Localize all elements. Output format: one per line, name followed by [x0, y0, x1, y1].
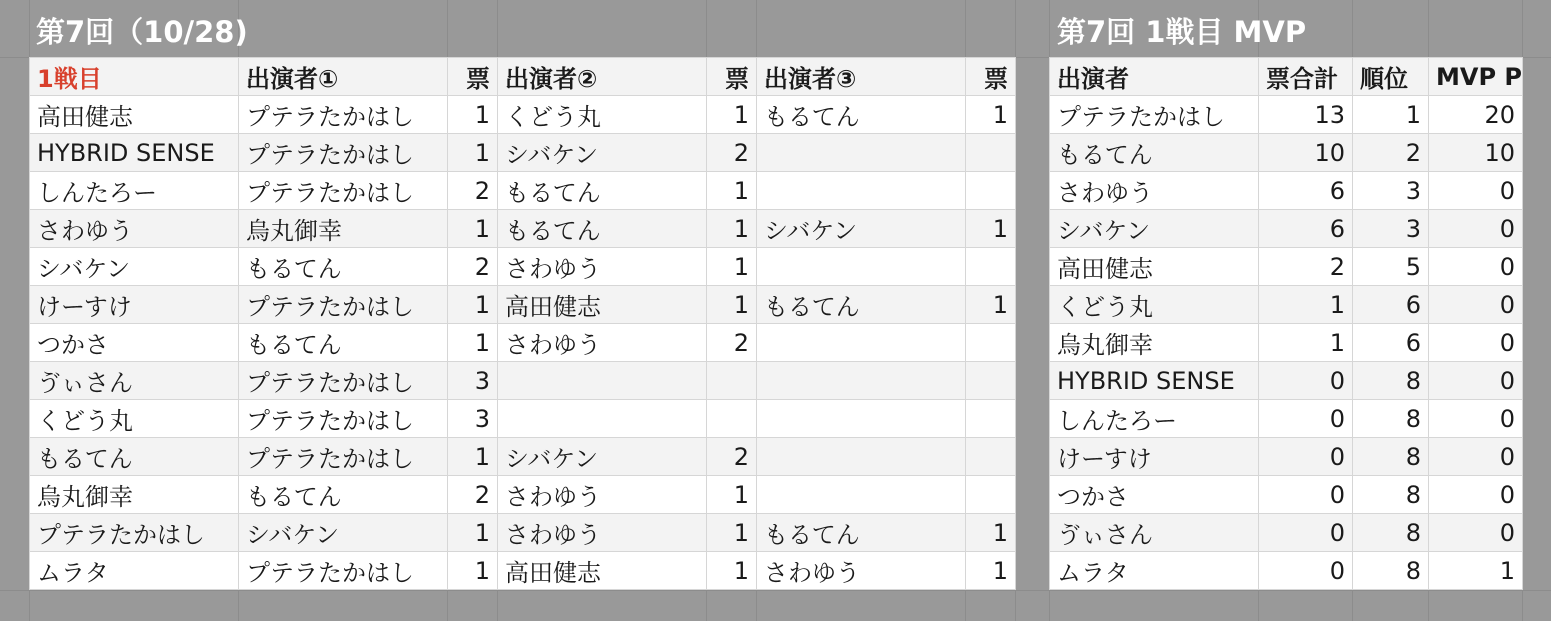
- header-cell-performer-3[interactable]: 出演者③: [757, 58, 966, 96]
- cell-performer-2[interactable]: 高田健志: [498, 286, 707, 324]
- cell-voter[interactable]: くどう丸: [30, 400, 239, 438]
- cell-voter[interactable]: ゔぃさん: [30, 362, 239, 400]
- table-row: [1050, 476, 1523, 514]
- cell-votes-3[interactable]: 1: [966, 514, 1016, 552]
- table-row: [30, 400, 1016, 438]
- cell-votes-2[interactable]: 1: [707, 514, 757, 552]
- cell-votes-1[interactable]: 3: [448, 362, 498, 400]
- header-cell-vote-total[interactable]: 票合計: [1259, 58, 1353, 96]
- cell-voter[interactable]: シバケン: [30, 248, 239, 286]
- cell-voter[interactable]: しんたろー: [30, 172, 239, 210]
- cell-votes-2[interactable]: 2: [707, 134, 757, 172]
- table-row: [30, 514, 1016, 552]
- cell-voter[interactable]: つかさ: [30, 324, 239, 362]
- cell-performer-1[interactable]: プテラたかはし: [239, 172, 448, 210]
- cell-performer[interactable]: けーすけ: [1050, 438, 1259, 476]
- cell-rank[interactable]: 8: [1353, 400, 1429, 438]
- cell-performer-3[interactable]: [757, 362, 966, 400]
- table-row: [30, 552, 1016, 590]
- cell-performer-3[interactable]: [757, 248, 966, 286]
- cell-votes-3[interactable]: 1: [966, 552, 1016, 590]
- cell-votes-1[interactable]: 1: [448, 286, 498, 324]
- cell-votes-1[interactable]: 2: [448, 172, 498, 210]
- cell-performer-2[interactable]: もるてん: [498, 172, 707, 210]
- cell-performer-2[interactable]: シバケン: [498, 134, 707, 172]
- cell-votes-2[interactable]: 1: [707, 210, 757, 248]
- cell-voter[interactable]: 高田健志: [30, 96, 239, 134]
- cell-performer-3[interactable]: さわゆう: [757, 552, 966, 590]
- cell-performer-2[interactable]: さわゆう: [498, 514, 707, 552]
- cell-mvp-points[interactable]: 0: [1429, 248, 1523, 286]
- header-cell-performer-1[interactable]: 出演者①: [239, 58, 448, 96]
- cell-performer-1[interactable]: プテラたかはし: [239, 438, 448, 476]
- cell-votes-1[interactable]: 1: [448, 324, 498, 362]
- cell-vote-total[interactable]: 0: [1259, 514, 1353, 552]
- cell-rank[interactable]: 6: [1353, 286, 1429, 324]
- cell-performer[interactable]: もるてん: [1050, 134, 1259, 172]
- cell-votes-2[interactable]: 1: [707, 172, 757, 210]
- cell-performer[interactable]: ムラタ: [1050, 552, 1259, 590]
- cell-voter[interactable]: プテラたかはし: [30, 514, 239, 552]
- cell-vote-total[interactable]: 6: [1259, 172, 1353, 210]
- sheet-title-right: 第7回 1戦目 MVP: [1057, 15, 1307, 49]
- cell-performer-1[interactable]: もるてん: [239, 248, 448, 286]
- cell-votes-2[interactable]: [707, 400, 757, 438]
- cell-rank[interactable]: 8: [1353, 552, 1429, 590]
- cell-rank[interactable]: 8: [1353, 362, 1429, 400]
- cell-votes-2[interactable]: 1: [707, 476, 757, 514]
- cell-performer[interactable]: しんたろー: [1050, 400, 1259, 438]
- cell-mvp-points[interactable]: 0: [1429, 210, 1523, 248]
- table-row: [1050, 248, 1523, 286]
- cell-performer[interactable]: 高田健志: [1050, 248, 1259, 286]
- cell-votes-3[interactable]: 1: [966, 96, 1016, 134]
- header-cell-rank[interactable]: 順位: [1353, 58, 1429, 96]
- cell-performer-3[interactable]: [757, 324, 966, 362]
- cell-performer-2[interactable]: シバケン: [498, 438, 707, 476]
- cell-mvp-points[interactable]: 10: [1429, 134, 1523, 172]
- cell-performer-3[interactable]: シバケン: [757, 210, 966, 248]
- header-cell-votes-1[interactable]: 票: [448, 58, 498, 96]
- header-cell-performer-2[interactable]: 出演者②: [498, 58, 707, 96]
- cell-vote-total[interactable]: 1: [1259, 286, 1353, 324]
- cell-mvp-points[interactable]: 0: [1429, 514, 1523, 552]
- cell-rank[interactable]: 8: [1353, 476, 1429, 514]
- header-cell-performer[interactable]: 出演者: [1050, 58, 1259, 96]
- cell-votes-3[interactable]: [966, 248, 1016, 286]
- cell-performer-3[interactable]: [757, 172, 966, 210]
- cell-performer-1[interactable]: プテラたかはし: [239, 552, 448, 590]
- cell-mvp-points[interactable]: 0: [1429, 400, 1523, 438]
- cell-performer-2[interactable]: 高田健志: [498, 552, 707, 590]
- cell-performer-1[interactable]: もるてん: [239, 324, 448, 362]
- cell-voter[interactable]: さわゆう: [30, 210, 239, 248]
- cell-mvp-points[interactable]: 0: [1429, 362, 1523, 400]
- cell-rank[interactable]: 6: [1353, 324, 1429, 362]
- cell-rank[interactable]: 2: [1353, 134, 1429, 172]
- vote-table-header-row: [30, 58, 1016, 96]
- mvp-table: [1049, 57, 1523, 590]
- mvp-table-header-row: [1050, 58, 1523, 96]
- cell-votes-3[interactable]: [966, 172, 1016, 210]
- table-row: [1050, 324, 1523, 362]
- cell-vote-total[interactable]: 10: [1259, 134, 1353, 172]
- cell-performer-2[interactable]: さわゆう: [498, 324, 707, 362]
- cell-votes-3[interactable]: [966, 324, 1016, 362]
- vote-table: [29, 57, 1016, 590]
- cell-performer-3[interactable]: [757, 438, 966, 476]
- cell-votes-2[interactable]: 2: [707, 324, 757, 362]
- cell-votes-1[interactable]: 1: [448, 210, 498, 248]
- cell-votes-3[interactable]: [966, 134, 1016, 172]
- table-row: [30, 438, 1016, 476]
- cell-vote-total[interactable]: 0: [1259, 476, 1353, 514]
- cell-performer[interactable]: つかさ: [1050, 476, 1259, 514]
- cell-performer-2[interactable]: さわゆう: [498, 476, 707, 514]
- cell-performer[interactable]: さわゆう: [1050, 172, 1259, 210]
- cell-votes-2[interactable]: 1: [707, 248, 757, 286]
- cell-performer-1[interactable]: プテラたかはし: [239, 286, 448, 324]
- cell-performer-3[interactable]: もるてん: [757, 286, 966, 324]
- cell-votes-3[interactable]: [966, 438, 1016, 476]
- cell-rank[interactable]: 5: [1353, 248, 1429, 286]
- cell-performer-1[interactable]: 烏丸御幸: [239, 210, 448, 248]
- cell-performer-3[interactable]: [757, 476, 966, 514]
- cell-votes-1[interactable]: 1: [448, 438, 498, 476]
- cell-votes-3[interactable]: [966, 476, 1016, 514]
- table-row: [30, 248, 1016, 286]
- cell-performer[interactable]: HYBRID SENSE: [1050, 362, 1259, 400]
- cell-vote-total[interactable]: 2: [1259, 248, 1353, 286]
- cell-performer-3[interactable]: もるてん: [757, 96, 966, 134]
- cell-mvp-points[interactable]: 1: [1429, 552, 1523, 590]
- cell-vote-total[interactable]: 0: [1259, 552, 1353, 590]
- cell-vote-total[interactable]: 0: [1259, 438, 1353, 476]
- cell-vote-total[interactable]: 1: [1259, 324, 1353, 362]
- cell-voter[interactable]: けーすけ: [30, 286, 239, 324]
- cell-votes-1[interactable]: 1: [448, 552, 498, 590]
- cell-performer-1[interactable]: プテラたかはし: [239, 134, 448, 172]
- cell-rank[interactable]: 8: [1353, 514, 1429, 552]
- cell-votes-2[interactable]: 1: [707, 96, 757, 134]
- cell-votes-1[interactable]: 1: [448, 514, 498, 552]
- table-row: [1050, 362, 1523, 400]
- cell-mvp-points[interactable]: 0: [1429, 172, 1523, 210]
- cell-votes-2[interactable]: 1: [707, 286, 757, 324]
- cell-performer[interactable]: ゔぃさん: [1050, 514, 1259, 552]
- table-row: [1050, 514, 1523, 552]
- cell-performer-1[interactable]: もるてん: [239, 476, 448, 514]
- cell-votes-2[interactable]: 2: [707, 438, 757, 476]
- header-cell-votes-2[interactable]: 票: [707, 58, 757, 96]
- header-cell-round[interactable]: 1戦目: [30, 58, 239, 96]
- cell-performer[interactable]: くどう丸: [1050, 286, 1259, 324]
- cell-votes-3[interactable]: 1: [966, 210, 1016, 248]
- cell-vote-total[interactable]: 13: [1259, 96, 1353, 134]
- cell-mvp-points[interactable]: 20: [1429, 96, 1523, 134]
- cell-mvp-points[interactable]: 0: [1429, 438, 1523, 476]
- cell-performer[interactable]: 烏丸御幸: [1050, 324, 1259, 362]
- table-row: [30, 476, 1016, 514]
- cell-performer-3[interactable]: もるてん: [757, 514, 966, 552]
- cell-rank[interactable]: 3: [1353, 172, 1429, 210]
- cell-votes-3[interactable]: [966, 400, 1016, 438]
- table-row: [1050, 552, 1523, 590]
- cell-rank[interactable]: 3: [1353, 210, 1429, 248]
- cell-performer-1[interactable]: プテラたかはし: [239, 400, 448, 438]
- cell-performer-3[interactable]: [757, 400, 966, 438]
- cell-performer-1[interactable]: プテラたかはし: [239, 362, 448, 400]
- sheet-title-left: 第7回（10/28): [36, 15, 248, 49]
- cell-performer[interactable]: プテラたかはし: [1050, 96, 1259, 134]
- cell-votes-1[interactable]: 2: [448, 248, 498, 286]
- cell-votes-1[interactable]: 2: [448, 476, 498, 514]
- cell-vote-total[interactable]: 6: [1259, 210, 1353, 248]
- cell-performer-1[interactable]: シバケン: [239, 514, 448, 552]
- cell-performer-2[interactable]: [498, 400, 707, 438]
- cell-performer-3[interactable]: [757, 134, 966, 172]
- cell-votes-3[interactable]: 1: [966, 286, 1016, 324]
- table-row: [1050, 210, 1523, 248]
- cell-voter[interactable]: もるてん: [30, 438, 239, 476]
- cell-votes-3[interactable]: [966, 362, 1016, 400]
- table-row: [30, 172, 1016, 210]
- cell-mvp-points[interactable]: 0: [1429, 324, 1523, 362]
- cell-rank[interactable]: 1: [1353, 96, 1429, 134]
- table-row: [1050, 400, 1523, 438]
- table-row: [1050, 96, 1523, 134]
- cell-performer-2[interactable]: [498, 362, 707, 400]
- cell-voter[interactable]: HYBRID SENSE: [30, 134, 239, 172]
- header-cell-votes-3[interactable]: 票: [966, 58, 1016, 96]
- header-cell-mvp-points[interactable]: MVP P: [1429, 58, 1523, 96]
- cell-vote-total[interactable]: 0: [1259, 400, 1353, 438]
- table-row: [30, 286, 1016, 324]
- table-row: [1050, 172, 1523, 210]
- cell-votes-2[interactable]: [707, 362, 757, 400]
- table-row: [1050, 438, 1523, 476]
- cell-rank[interactable]: 8: [1353, 438, 1429, 476]
- cell-votes-1[interactable]: 1: [448, 134, 498, 172]
- cell-voter[interactable]: 烏丸御幸: [30, 476, 239, 514]
- cell-votes-1[interactable]: 1: [448, 96, 498, 134]
- table-row: [30, 324, 1016, 362]
- cell-mvp-points[interactable]: 0: [1429, 286, 1523, 324]
- cell-votes-2[interactable]: 1: [707, 552, 757, 590]
- cell-performer-2[interactable]: くどう丸: [498, 96, 707, 134]
- table-row: [30, 134, 1016, 172]
- cell-vote-total[interactable]: 0: [1259, 362, 1353, 400]
- table-row: [1050, 286, 1523, 324]
- cell-votes-1[interactable]: 3: [448, 400, 498, 438]
- table-row: [1050, 134, 1523, 172]
- cell-voter[interactable]: ムラタ: [30, 552, 239, 590]
- cell-performer-1[interactable]: プテラたかはし: [239, 96, 448, 134]
- table-row: [30, 362, 1016, 400]
- cell-mvp-points[interactable]: 0: [1429, 476, 1523, 514]
- cell-performer-2[interactable]: もるてん: [498, 210, 707, 248]
- table-row: [30, 210, 1016, 248]
- cell-performer-2[interactable]: さわゆう: [498, 248, 707, 286]
- table-row: [30, 96, 1016, 134]
- cell-performer[interactable]: シバケン: [1050, 210, 1259, 248]
